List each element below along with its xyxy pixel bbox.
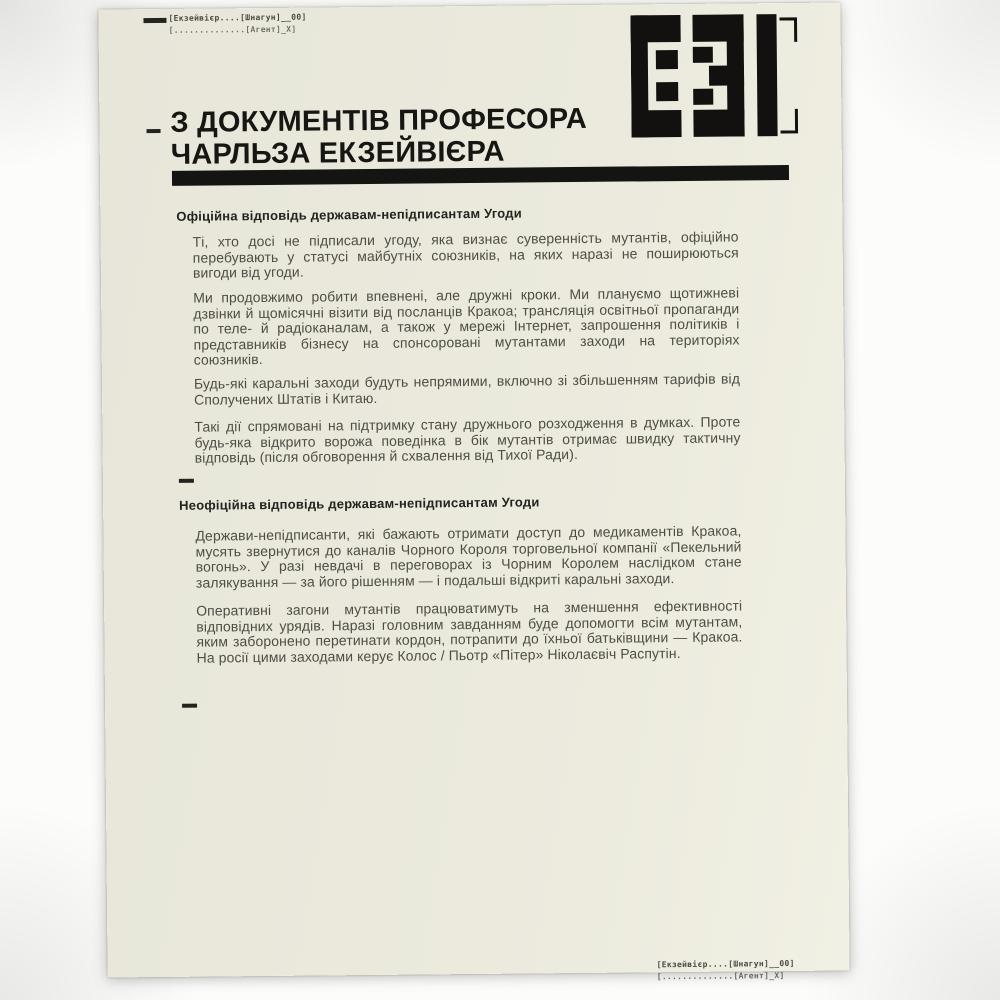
section-divider-dash <box>179 479 194 483</box>
footer-meta <box>657 958 795 983</box>
header-meta-line-2: [..............[Агент]_X] <box>168 24 297 35</box>
document-page <box>98 2 849 982</box>
section-1-heading: Офіційна відповідь державам-непідписантам Угоди <box>176 205 522 224</box>
corner-bracket-marks <box>779 19 796 132</box>
krakoan-glyph-1 <box>630 15 681 137</box>
corner-bracket-bottom-icon <box>780 109 796 132</box>
page-title-line-1: З ДОКУМЕНТІВ ПРОФЕСОРА <box>170 102 588 139</box>
section-1-paragraph-1: Ті, хто досі не підписали угоду, яка визнає суверенність мутантів, офіційно перебувають у статусі майбутніх союзників, на яких наразі не поширюються вигоди від угоди. <box>192 228 739 281</box>
krakoan-glyph-3 <box>756 14 777 136</box>
corner-bracket-top-icon <box>779 19 795 42</box>
section-1-paragraph-4: Такі дії спрямовані на підтримку стану дружнього розходження в думках. Проте будь-яка відкрито ворожа поведінка в бік мутантів отримає швидку тактичну відповідь (після обговорення й схвалення від Тихої Ради). <box>194 413 741 466</box>
section-1-paragraph-2: Ми продовжимо робити впевнені, але дружні кроки. Ми плануємо щотижневі дзвінки й щомісячні візити від посланців Кракоа; трансляція освітньої пропаганди по теле- й радіоканалам, а також у мережі Інтернет, запрошення політиків і представників бізнесу на спонсоровані мутантами заходи на територіях союзників. <box>193 284 740 368</box>
krakoan-glyph-2 <box>692 14 744 136</box>
section-2-paragraph-1: Держави-непідписанти, які бажають отримати доступ до медикаментів Кракоа, мусять звернутися до каналів Чорного Короля торговельної компанії «Пекельний вогонь». У разі невдачі в переговорах із Чорним Королем наслідком стане залякування — за його рішенням — і подальші відкриті каральні заходи. <box>195 522 742 591</box>
page-title-line-2: ЧАРЛЬЗА ЕКЗЕЙВІЄРА <box>170 135 505 171</box>
section-2-paragraph-2: Оперативні загони мутантів працюватимуть на зменшення ефективності відповідних урядів. Наразі головним завданням буде допомогти всім мутантам, яким заборонено перетинати кордон, потрапити до їхньої батьківщини — Кракоа. На росії цими заходами керує Колос / Пьотр «Пітер» Ніколаєвіч Распутін. <box>196 597 743 666</box>
end-of-document-dash <box>182 704 197 708</box>
krakoan-logo <box>630 13 799 140</box>
footer-meta-line-2: [..............[Агент]_X] <box>656 971 785 982</box>
section-1-paragraph-3: Будь-які каральні заходи будуть непрямими, включно зі збільшенням тарифів від Сполучених Штатів і Китаю. <box>193 370 741 408</box>
footer-meta-line-1: [Екзейвієр....[Шнагун]__00] <box>656 958 795 970</box>
title-margin-dash <box>147 129 161 133</box>
krakoan-glyph-logo-svg <box>630 13 799 140</box>
section-2-heading: Неофіційна відповідь державам-непідписантам Угоди <box>179 494 540 513</box>
header-meta-line-1: [Екзейвієр....[Шнагун]__00] <box>168 12 307 23</box>
header-margin-dash <box>143 18 166 23</box>
header-meta <box>168 12 306 37</box>
page-title <box>170 103 587 171</box>
